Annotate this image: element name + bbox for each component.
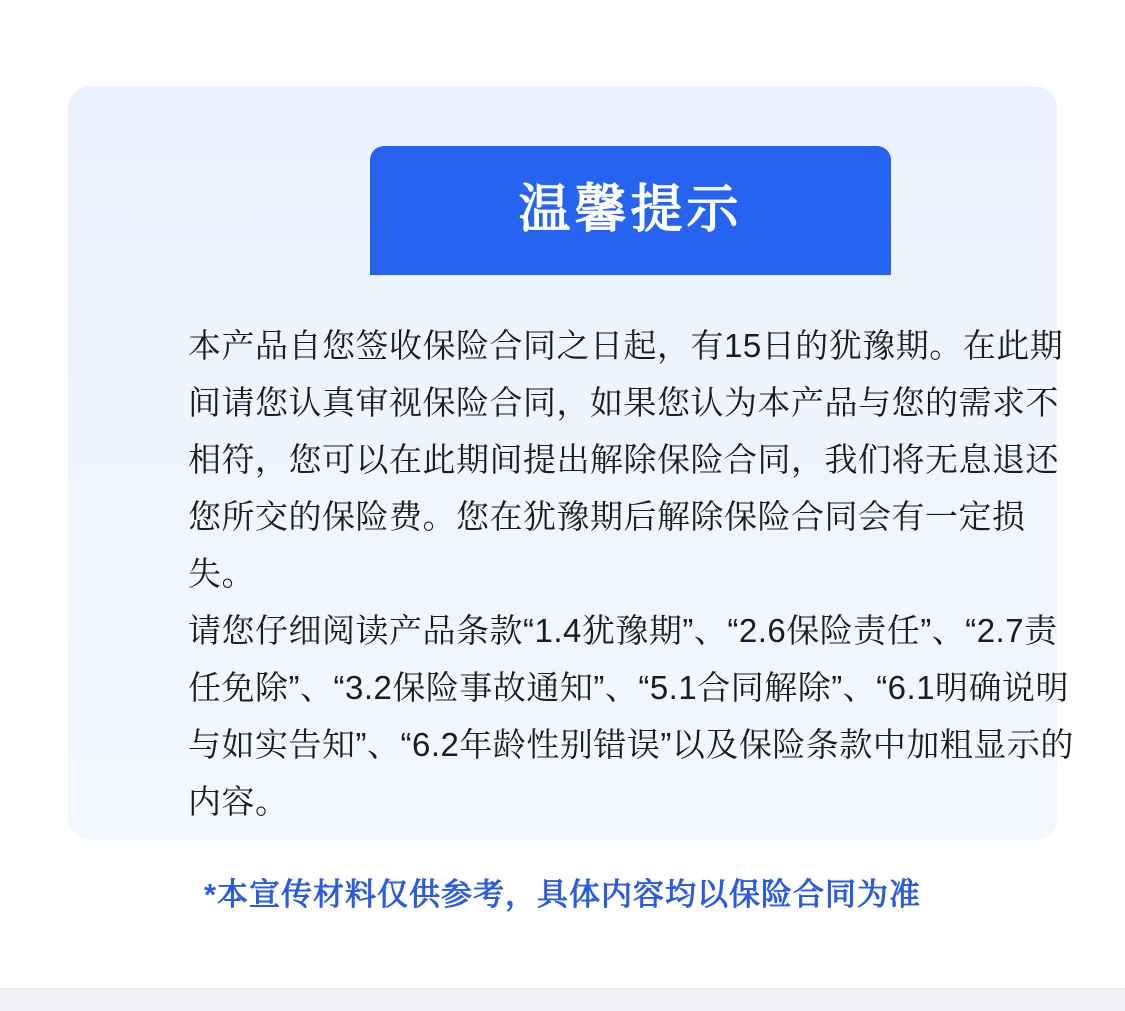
notice-paragraph-2: 请您仔细阅读产品条款“1.4犹豫期”、“2.6保险责任”、“2.7责任免除”、“3.2保险事故通知”、“5.1合同解除”、“6.1明确说明与如实告知”、“6.2年龄性别错误”以及保险条款中加粗显示的内容。 (188, 612, 1074, 820)
notice-body (188, 317, 1078, 830)
disclaimer-footnote: *本宣传材料仅供参考，具体内容均以保险合同为准 (203, 877, 922, 912)
notice-card (68, 86, 1074, 840)
banner-title: 温馨提示 (518, 181, 743, 239)
notice-banner (370, 146, 891, 274)
notice-paragraph-1: 本产品自您签收保险合同之日起，有15日的犹豫期。在此期间请您认真审视保险合同，如果您认为本产品与您的需求不相符，您可以在此期间提出解除保险合同，我们将无息退还您所交的保险费。您在犹豫期后解除保险合同会有一定损失。 (188, 327, 1064, 592)
bottom-strip (0, 989, 1125, 1011)
